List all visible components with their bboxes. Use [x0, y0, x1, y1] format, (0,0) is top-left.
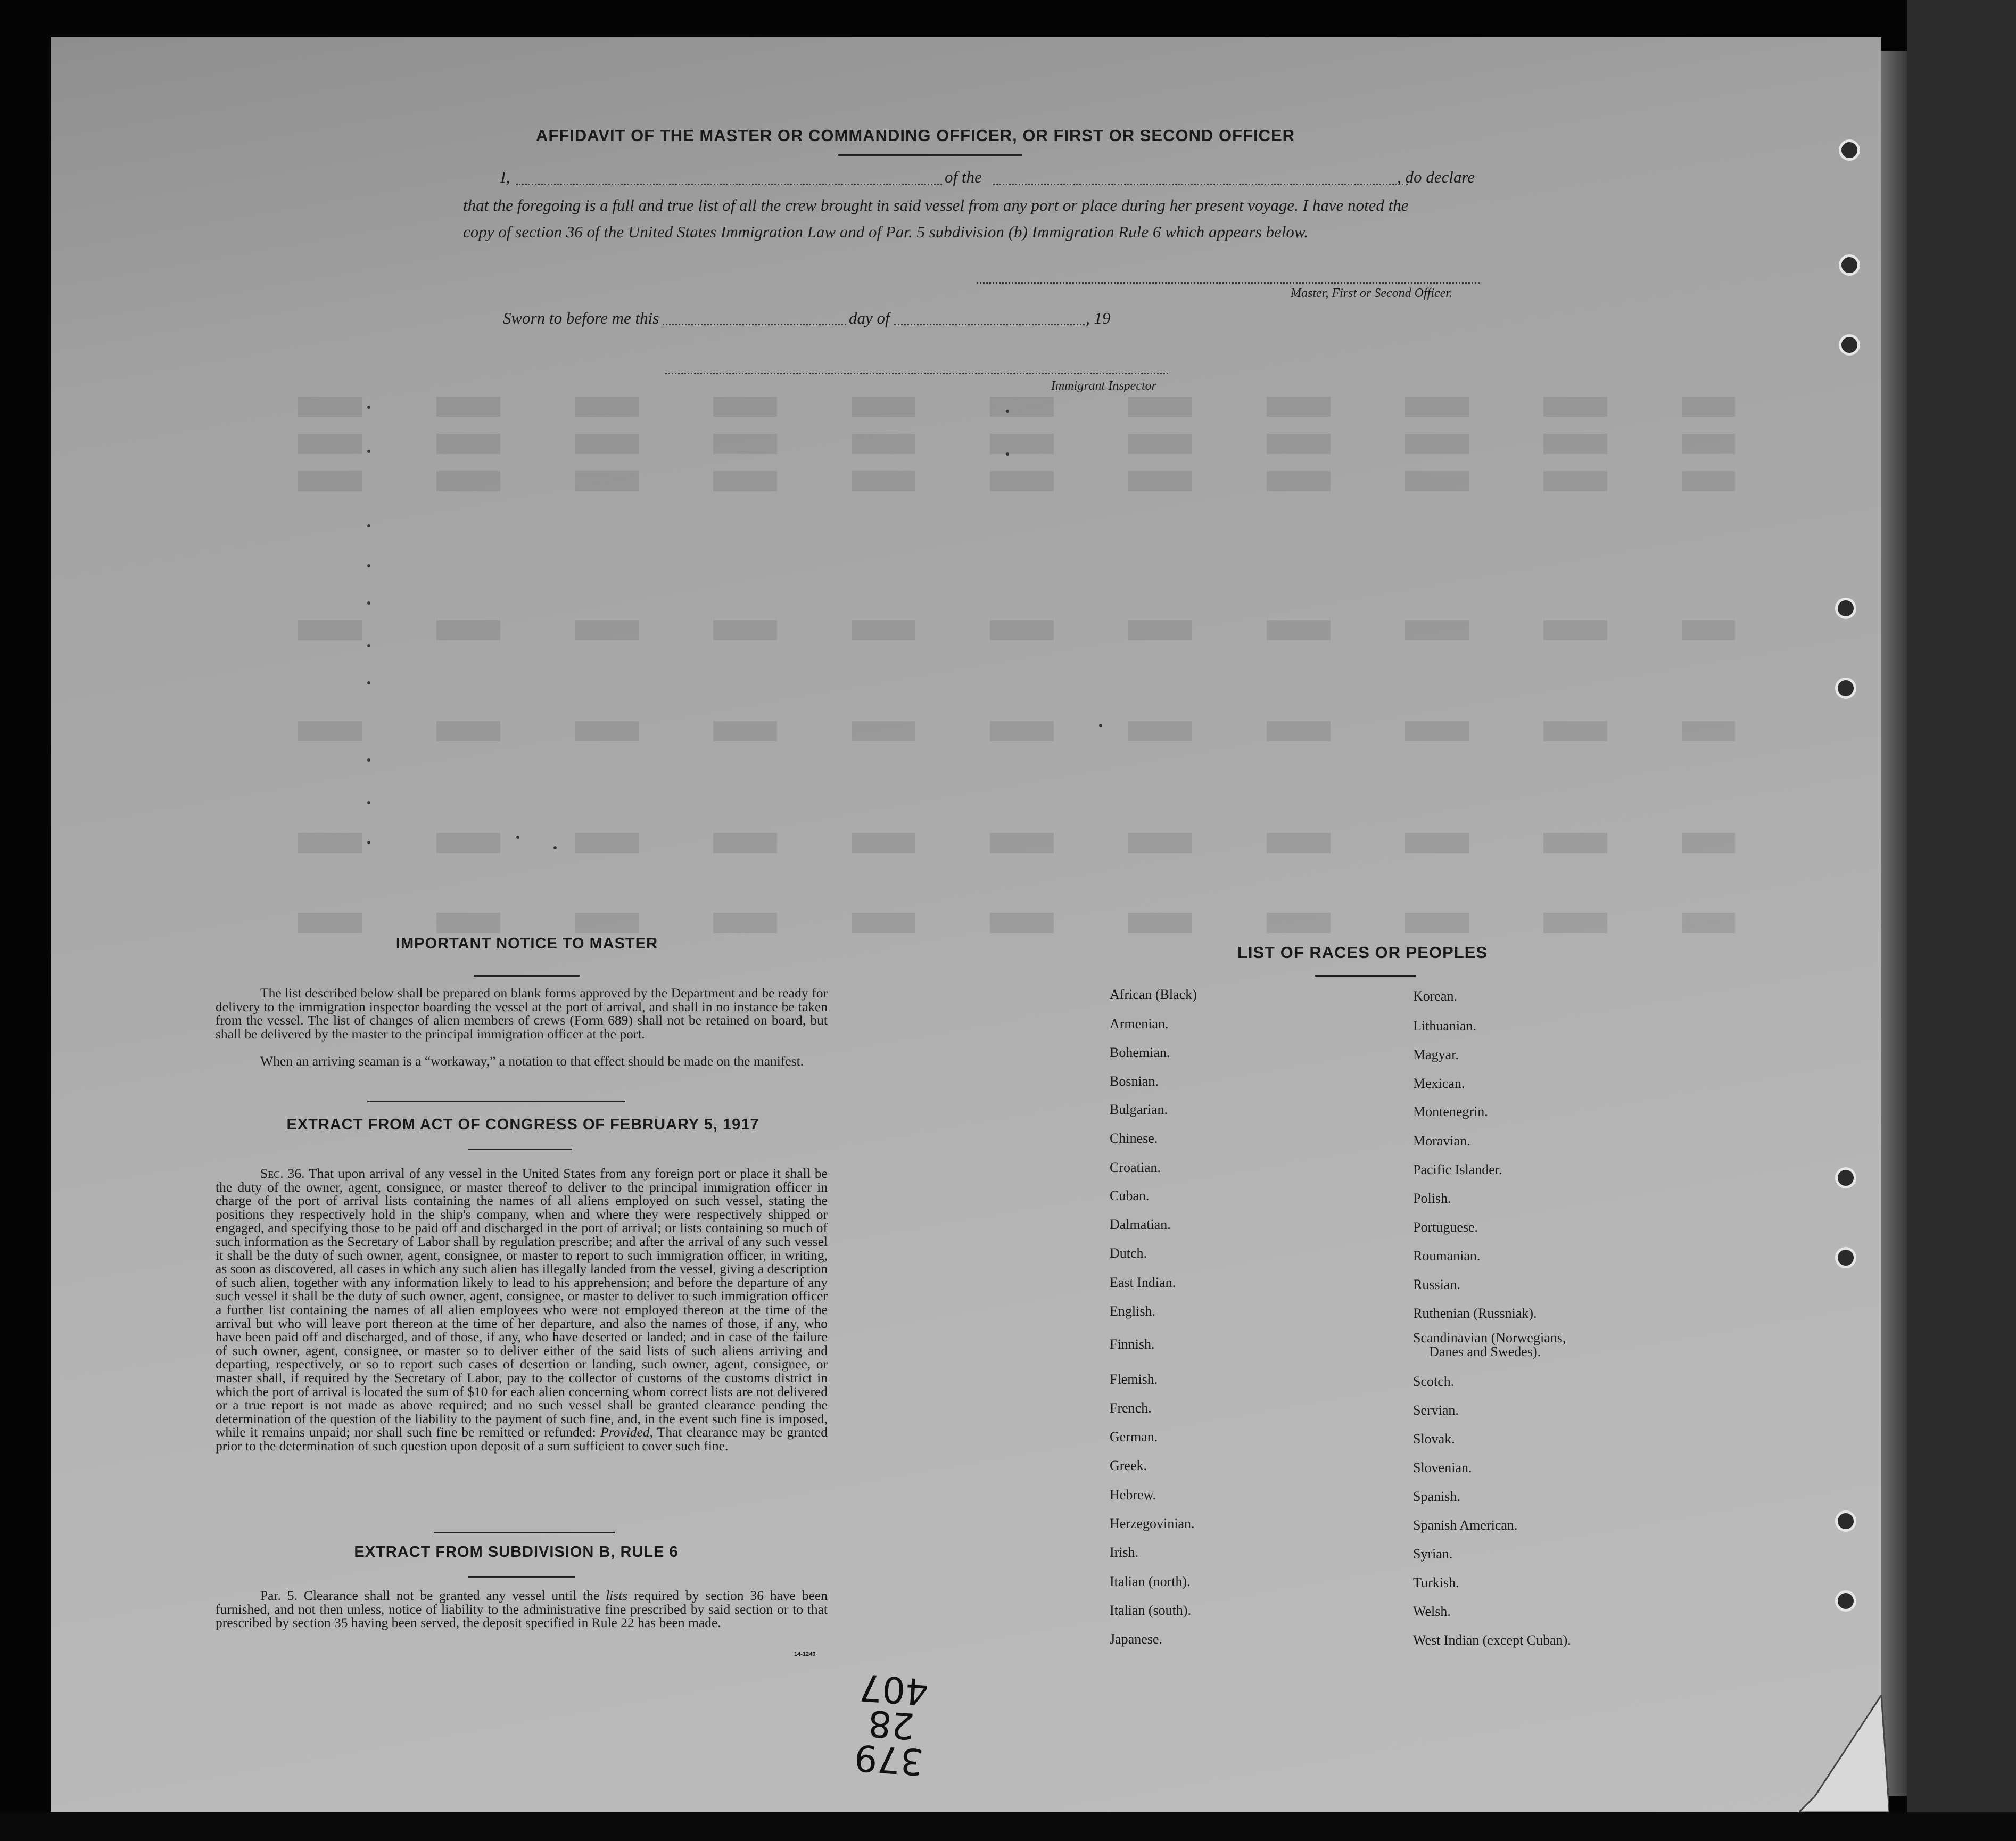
handwritten-number-2: 28 [866, 1702, 916, 1747]
handwritten-number-3: 407 [857, 1665, 930, 1713]
race-item: Spanish American. [1413, 1517, 1518, 1533]
race-item: Magyar. [1413, 1047, 1459, 1062]
race-item: Finnish. [1110, 1336, 1155, 1352]
form-number: 14-1240 [794, 1651, 816, 1657]
handwritten-number-1: 379 [853, 1736, 925, 1783]
extract-rule-text: Par. 5. Clearance shall not be granted any vessel until the lists required by section 36 have been furnished, and not then unless, notice of liability to the administrative fine prescribed by said section or to that prescribed by section 35 having been served, the deposit specified in Rule 22 has been made. [216, 1588, 828, 1631]
race-item: Armenian. [1110, 1016, 1169, 1031]
affidavit-title: AFFIDAVIT OF THE MASTER OR COMMANDING OFFICER, OR FIRST OR SECOND OFFICER [535, 126, 1295, 145]
affidavit-line-3: copy of section 36 of the United States Immigration Law and of Par. 5 subdivision (b) Immigration Rule 6 which appears below. [463, 222, 1309, 241]
signature-caption: Master, First or Second Officer. [1291, 286, 1452, 300]
punch-hole [1835, 1247, 1856, 1268]
ledger-dot [516, 836, 519, 839]
ledger-dot [367, 681, 370, 684]
signature-blank [977, 282, 1480, 284]
scan-border-bottom [0, 1812, 2016, 1841]
punch-hole [1839, 334, 1860, 356]
notice-paragraph-2: When an arriving seaman is a “workaway,” a notation to that effect should be made on the manifest. [260, 1053, 804, 1069]
page-edge-shadow [1881, 51, 1907, 1796]
race-item: Italian (north). [1110, 1574, 1191, 1589]
bleed-through-row [298, 721, 1735, 741]
ledger-dot [1006, 452, 1009, 456]
race-item: Polish. [1413, 1191, 1451, 1206]
ledger-dot [553, 846, 557, 849]
race-item: Scandinavian (Norwegians, [1413, 1330, 1566, 1345]
punch-hole [1835, 678, 1856, 699]
ledger-dot [367, 406, 370, 409]
sworn-month-blank [894, 324, 1088, 325]
notice-underline [474, 975, 580, 977]
punch-hole [1835, 1167, 1856, 1188]
punch-hole [1839, 139, 1860, 161]
race-item: Portuguese. [1413, 1219, 1478, 1235]
race-item: Italian (south). [1110, 1603, 1192, 1618]
race-item: French. [1110, 1400, 1152, 1416]
race-item: Slovak. [1413, 1431, 1455, 1447]
ledger-dot [367, 644, 370, 647]
races-title: LIST OF RACES OR PEOPLES [1237, 943, 1488, 962]
notice-paragraph-1: The list described below shall be prepared on blank forms approved by the Department and be ready for delivery to the immigration inspector boarding the vessel at the port of arrival, and shall in no instance be taken from the vessel. The list of changes of alien members of crews (Form 689) shall not be retained on board, but shall be delivered by the master to the principal immigration officer at the port. [216, 985, 828, 1042]
punch-hole [1839, 254, 1860, 276]
extract-rule-underline [468, 1576, 575, 1578]
affidavit-declare-label: , do declare [1397, 168, 1475, 186]
race-item: Scotch. [1413, 1374, 1455, 1389]
bleed-through-row [298, 913, 1735, 933]
name-blank [516, 184, 942, 185]
affidavit-line-2: that the foregoing is a full and true list of all the crew brought in said vessel from any port or place during her present voyage. I have noted the [463, 196, 1409, 214]
race-item: Dutch. [1110, 1245, 1147, 1261]
race-item: Danes and Swedes). [1429, 1344, 1541, 1359]
vessel-blank [993, 184, 1408, 185]
handwritten-note [853, 1665, 930, 1783]
race-item: Bulgarian. [1110, 1102, 1168, 1117]
ledger-dot [367, 801, 370, 804]
race-item: Greek. [1110, 1458, 1147, 1473]
ledger-dot [367, 524, 370, 527]
race-item: Pacific Islander. [1413, 1162, 1502, 1177]
punch-hole [1835, 598, 1856, 619]
race-item: Moravian. [1413, 1133, 1470, 1149]
bleed-through-row [298, 620, 1735, 640]
race-item: German. [1110, 1429, 1158, 1444]
race-item: West Indian (except Cuban). [1413, 1632, 1571, 1648]
race-item: Korean. [1413, 988, 1458, 1004]
race-item: Syrian. [1413, 1546, 1453, 1562]
affidavit-i-label: I, [500, 168, 510, 186]
race-item: East Indian. [1110, 1275, 1176, 1290]
year-label: , 19 [1086, 309, 1111, 327]
bleed-through-row [298, 434, 1735, 454]
scan-border-right [1907, 0, 2016, 1841]
race-item: Hebrew. [1110, 1487, 1156, 1502]
ledger-dot [367, 450, 370, 453]
punch-hole [1835, 1510, 1856, 1532]
race-item: Servian. [1413, 1402, 1459, 1418]
race-item: Ruthenian (Russniak). [1413, 1306, 1537, 1321]
ledger-dot [367, 841, 370, 844]
race-item: Roumanian. [1413, 1248, 1481, 1264]
race-item: Irish. [1110, 1545, 1139, 1560]
race-item: Herzegovinian. [1110, 1516, 1195, 1531]
race-item: Japanese. [1110, 1631, 1162, 1647]
extract-rule-title: EXTRACT FROM SUBDIVISION B, RULE 6 [354, 1543, 679, 1561]
bleed-through-row [298, 397, 1735, 417]
race-item: Chinese. [1110, 1130, 1158, 1146]
section-divider [434, 1532, 615, 1533]
race-item: English. [1110, 1303, 1155, 1319]
race-item: Spanish. [1413, 1489, 1460, 1504]
race-item: Bosnian. [1110, 1074, 1159, 1089]
inspector-signature-blank [665, 373, 1168, 374]
ledger-dot [1099, 724, 1102, 727]
affidavit-of-the-label: of the [945, 168, 982, 186]
ledger-dot [367, 564, 370, 567]
day-of-label: day of [849, 309, 890, 327]
folded-corner [1799, 1695, 1889, 1812]
ledger-dot [1006, 410, 1009, 413]
race-item: African (Black) [1110, 987, 1197, 1002]
race-item: Cuban. [1110, 1188, 1150, 1203]
inspector-caption: Immigrant Inspector [1051, 379, 1156, 393]
race-item: Dalmatian. [1110, 1217, 1171, 1232]
race-item: Flemish. [1110, 1372, 1158, 1387]
race-item: Mexican. [1413, 1076, 1465, 1091]
race-item: Croatian. [1110, 1160, 1161, 1175]
bleed-through-row [298, 833, 1735, 853]
extract-act-underline [468, 1149, 572, 1150]
race-item: Bohemian. [1110, 1045, 1170, 1060]
races-underline [1315, 975, 1416, 977]
title-underline [838, 154, 1022, 156]
race-item: Turkish. [1413, 1575, 1459, 1590]
sworn-label: Sworn to before me this [503, 309, 659, 327]
extract-act-text: Sec. 36. That upon arrival of any vessel in the United States from any foreign port or place it shall be the duty of the owner, agent, consignee, or master thereof to deliver to the principal immigration officer in charge of the port of arrival lists containing the names of all aliens employed on such vessel, stating the positions they respectively hold in the ship's company, when and where they were respectively shipped or engaged, and specifying those to be paid off and discharged in the port of arrival; or lists containing so much of such information as the Secretary of Labor shall by regulation prescribe; and after the arrival of any such vessel it shall be the duty of such owner, agent, consignee, or master to report to such immigration officer, in writing, as soon as discovered, all cases in which any such alien has illegally landed from the vessel, giving a description of such alien, together with any information likely to lead to his apprehension; and before the departure of any such vessel it shall be the duty of such owner, agent, consignee, or master to deliver to such immigration officer a further list containing the names of all alien employees who were not employed thereon at the time of the arrival but who will leave port thereon at the time of her departure, and also the names of those, if any, who have been paid off and discharged, and of those, if any, who have deserted or landed; and in case of the failure of such owner, agent, consignee, or master so to deliver either of the said lists of such aliens arriving and departing, respectively, or so to report such cases of desertion or landing, such owner, agent, consignee, or master shall, if required by the Secretary of Labor, pay to the collector of customs of the customs district in which the port of arrival is located the sum of $10 for each alien concerning whom correct lists are not delivered or a true report is not made as above required; and no such vessel shall be granted clearance pending the determination of the question of the liability to the payment of such fine, and, in the event such fine is imposed, while it remains unpaid; nor shall such fine be remitted or refunded: Provided, That clearance may be granted prior to the determination of such question upon deposit of a sum sufficient to cover such fine. [216, 1166, 828, 1454]
race-item: Montenegrin. [1413, 1104, 1488, 1119]
notice-title: IMPORTANT NOTICE TO MASTER [395, 935, 658, 952]
punch-hole [1835, 1590, 1856, 1612]
section-divider [367, 1101, 625, 1102]
race-item: Lithuanian. [1413, 1018, 1477, 1034]
sworn-day-blank [663, 324, 846, 325]
race-item: Slovenian. [1413, 1460, 1472, 1475]
bleed-through-row [298, 471, 1735, 491]
race-item: Welsh. [1413, 1604, 1451, 1619]
extract-act-title: EXTRACT FROM ACT OF CONGRESS OF FEBRUARY 5, 1917 [286, 1116, 759, 1133]
ledger-dot [367, 758, 370, 762]
ledger-dot [367, 601, 370, 605]
race-item: Russian. [1413, 1277, 1460, 1292]
